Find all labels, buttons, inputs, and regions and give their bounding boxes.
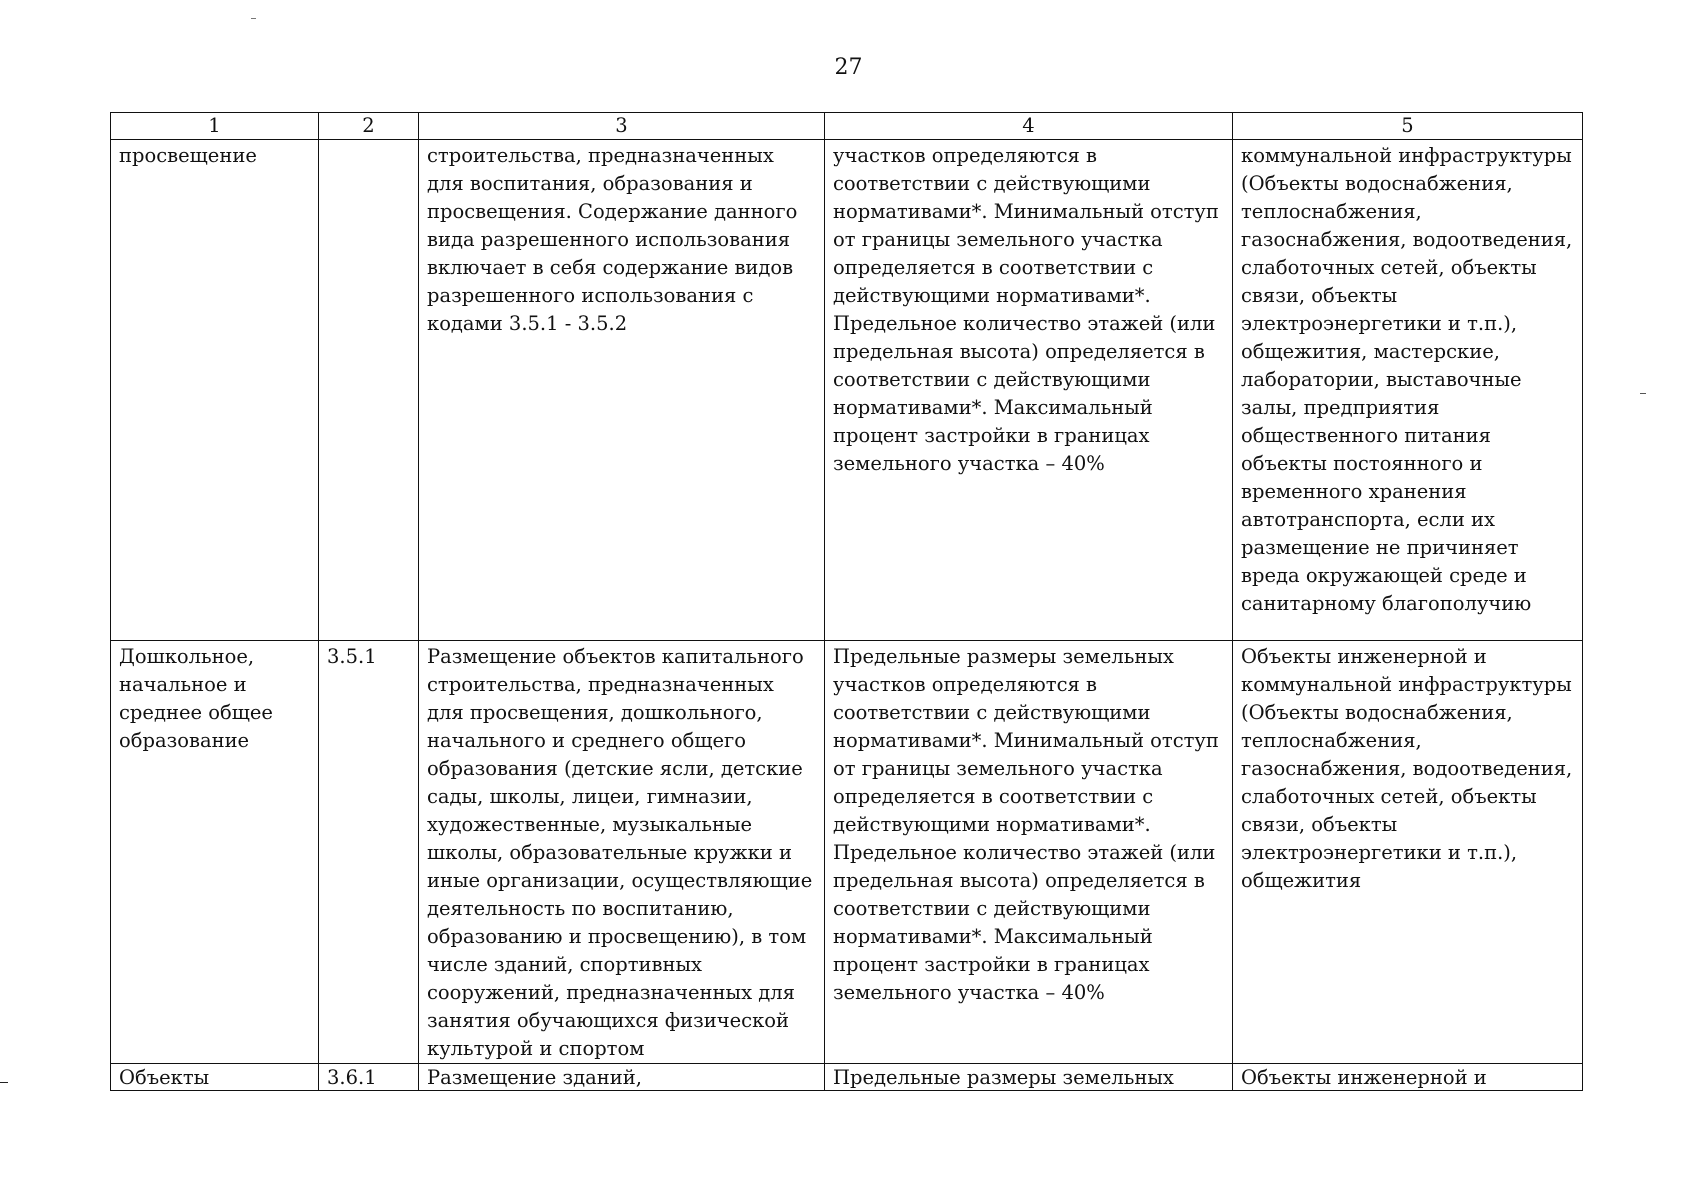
parameters-cell	[825, 1064, 1233, 1091]
use-code-cell	[319, 641, 419, 1064]
table-row	[111, 140, 1583, 641]
use-type-name-cell	[111, 1064, 319, 1091]
table-row	[111, 641, 1583, 1064]
auxiliary-uses-cell	[1233, 1064, 1583, 1091]
header-col-2: 2	[319, 113, 419, 140]
parameters-text: участков определяются в соответствии с действующими нормативами*. Минимальный отступ от границы земельного участка определяется в соответствии с действующими нормативами*. Предельное количество этажей (или предельная высота) определяется в соответствии с действующими нормативами*. Максимальный процент застройки в границах земельного участка – 40%	[833, 144, 1219, 475]
header-col-4: 4	[825, 113, 1233, 140]
use-description: Размещение объектов капитального строительства, предназначенных для просвещения, дошкольного, начального и среднего общего образования (детские ясли, детские сады, школы, лицеи, гимназии, художественные, музыкальные школы, образовательные кружки и иные организации, осуществляющие деятельность по воспитанию, образованию и просвещению), в том числе зданий, спортивных сооружений, предназначенных для занятия обучающихся физической культурой и спортом	[427, 645, 813, 1060]
parameters-cell	[825, 140, 1233, 641]
use-type-name: Дошкольное, начальное и среднее общее образование	[119, 645, 273, 752]
land-use-table	[110, 112, 1583, 1091]
use-code: 3.5.1	[327, 645, 377, 668]
header-col-3: 3	[419, 113, 825, 140]
use-description: строительства, предназначенных для воспитания, образования и просвещения. Содержание данного вида разрешенного использования включает в себя содержание видов разрешенного использования с кодами 3.5.1 - 3.5.2	[427, 144, 798, 335]
use-description: Размещение зданий,	[427, 1066, 642, 1089]
parameters-text: Предельные размеры земельных участков определяются в соответствии с действующими нормативами*. Минимальный отступ от границы земельного участка определяется в соответствии с действующими нормативами*. Предельное количество этажей (или предельная высота) определяется в соответствии с действующими нормативами*. Максимальный процент застройки в границах земельного участка – 40%	[833, 645, 1219, 1004]
scan-artifact-mark	[0, 1082, 8, 1083]
scan-artifact-mark	[251, 18, 256, 19]
auxiliary-uses-text: Объекты инженерной и	[1241, 1066, 1487, 1089]
use-type-name: просвещение	[119, 144, 257, 167]
header-col-5: 5	[1233, 113, 1583, 140]
use-description-cell	[419, 1064, 825, 1091]
use-type-name-cell	[111, 140, 319, 641]
use-code-cell	[319, 1064, 419, 1091]
table-row	[111, 1064, 1583, 1091]
use-code-cell	[319, 140, 419, 641]
auxiliary-uses-text: Объекты инженерной и коммунальной инфраструктуры (Объекты водоснабжения, теплоснабжения, газоснабжения, водоотведения, слаботочных сетей, объекты связи, объекты электроэнергетики и т.п.), общежития	[1241, 645, 1573, 892]
parameters-cell	[825, 641, 1233, 1064]
table-header-row	[111, 113, 1583, 140]
page-number: 27	[834, 55, 863, 80]
use-code: 3.6.1	[327, 1066, 377, 1089]
auxiliary-uses-cell	[1233, 140, 1583, 641]
use-type-name-cell	[111, 641, 319, 1064]
scan-artifact-mark	[1640, 393, 1646, 394]
auxiliary-uses-text: коммунальной инфраструктуры (Объекты водоснабжения, теплоснабжения, газоснабжения, водоотведения, слаботочных сетей, объекты связи, объекты электроэнергетики и т.п.), общежития, мастерские, лаборатории, выставочные залы, предприятия общественного питания объекты постоянного и временного хранения автотранспорта, если их размещение не причиняет вреда окружающей среде и санитарному благополучию	[1241, 144, 1573, 615]
auxiliary-uses-cell	[1233, 641, 1583, 1064]
parameters-text: Предельные размеры земельных	[833, 1066, 1174, 1089]
use-description-cell	[419, 641, 825, 1064]
use-type-name: Объекты	[119, 1066, 210, 1089]
header-col-1: 1	[111, 113, 319, 140]
use-description-cell	[419, 140, 825, 641]
